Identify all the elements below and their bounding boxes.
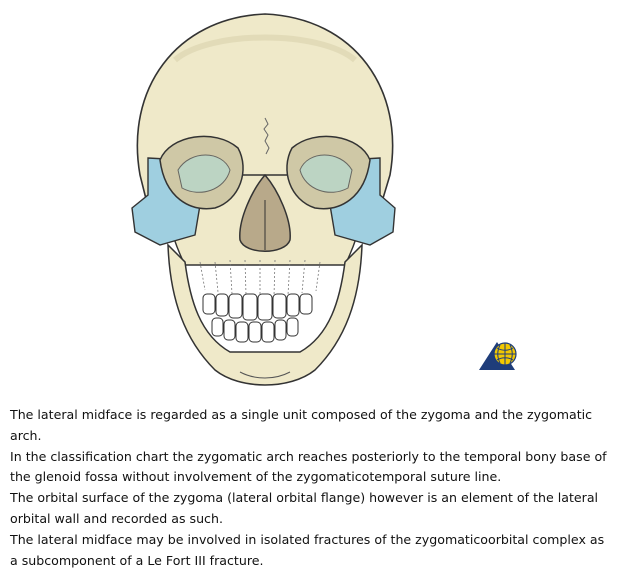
ao-foundation-globe-logo-icon <box>477 338 519 372</box>
lower-teeth <box>212 318 298 342</box>
paragraph-1: The lateral midface is regarded as a single unit composed of the zygoma and the zygomatic arch. <box>10 407 593 443</box>
upper-teeth <box>203 294 312 320</box>
paragraph-2: In the classification chart the zygomatic arch reaches posteriorly to the temporal bony base of the glenoid fossa without involvement of the zygomaticotemporal suture line. <box>10 448 607 485</box>
paragraph-3: The orbital surface of the zygoma (lateral orbital flange) however is an element of the lateral orbital wall and recorded as such. <box>10 490 599 526</box>
paragraph-4: The lateral midface may be involved in isolated fractures of the zygomaticoorbital complex as a subcomponent of a Le Fort III fracture. <box>10 531 605 568</box>
description-text <box>10 405 610 571</box>
